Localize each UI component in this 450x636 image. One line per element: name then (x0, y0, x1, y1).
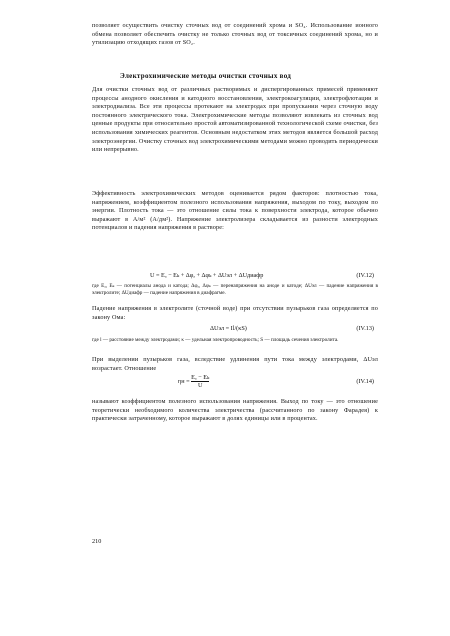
fraction-denominator: U (191, 381, 209, 389)
formula-efficiency-lhs: ηн = (178, 377, 190, 385)
formula-ohm-number: (IV.13) (356, 325, 374, 332)
paragraph-ohm: Падение напряжения в электролите (сточной воде) при отсутствии пузырьков газа определяется по закону Ома: (92, 305, 378, 321)
formula-voltage: U = Eₐ − Eₖ + Δφₐ + Δφₖ + ΔUэл + ΔUдиафр (150, 272, 264, 279)
paragraph-gas-bubbles: При выделении пузырьков газа, вследствие удлинения пути тока между электродами, ΔUэл возрастает. Отношение (92, 356, 378, 372)
fraction (191, 374, 209, 389)
paragraph-efficiency: Эффективность электрохимических методов оценивается рядом факторов: плотностью тока, напряжением, коэффициентом полезного использования напряжения, выходом по току, выходом по энергии. Плотность тока — это отношение силы тока к поверхности электрода, которое обычно выражают в А/м² (А/дм²). Напряжение электролизера складывается из разности электродных потенциалов и падения напряжения в растворе: (92, 190, 378, 232)
formula-efficiency-number: (IV.14) (356, 378, 374, 385)
formula-voltage-number: (IV.12) (356, 272, 374, 279)
paragraph-current-efficiency: называют коэффициентом полезного использования напряжения. Выход по току — это отношение теоретически необходимого количества электричества (рассчитанного по закону Фарадея) к практически затраченному, которое выражают в долях единицы или в процентах. (92, 398, 378, 423)
formula-ohm: ΔUэл = Il/(κS) (210, 325, 247, 332)
paragraph-methods: Для очистки сточных вод от различных растворимых и диспергированных примесей применяют процессы анодного окисления и катодного восстановления, электрокоагуляции, электрофлотации и электродиализа. Все эти процессы протекают на электродах при пропускании через сточную воду постоянного электрического тока. Электрохимические методы позволяют извлекать из сточных вод ценные продукты при относительно простой автоматизированной технологической схеме очистки, без использования химических реагентов. Основным недостатком этих методов является большой расход электроэнергии. Очистку сточных вод электрохимическими методами можно проводить периодически или непрерывно. (92, 86, 378, 154)
formula-ohm-note: где l — расстояние между электродами; κ — удельная электропроводность; S — площадь сечения электролита. (92, 337, 339, 343)
intro-paragraph: позволяет осуществить очистку сточных вод от соединений хрома и SO₄. Использование ионного обмена позволяет обеспечить очистку не только сточных вод от токсичных соединений хрома, но и утилизацию отходящих газов от SO₂. (92, 22, 378, 47)
fraction-numerator: Eₐ − Eₖ (191, 374, 210, 381)
page-number: 210 (92, 538, 102, 545)
formula-voltage-note: где Eₐ, Eₖ — потенциалы анода и катода; Δφₐ, Δφₖ — перенапряжения на аноде и катоде; ΔUэл — падение напряжения в электролите; ΔUдиафр — падение напряжения в диафрагме. (92, 283, 378, 297)
section-heading: Электрохимические методы очистки сточных вод (120, 72, 292, 80)
formula-voltage-efficiency (178, 374, 209, 389)
